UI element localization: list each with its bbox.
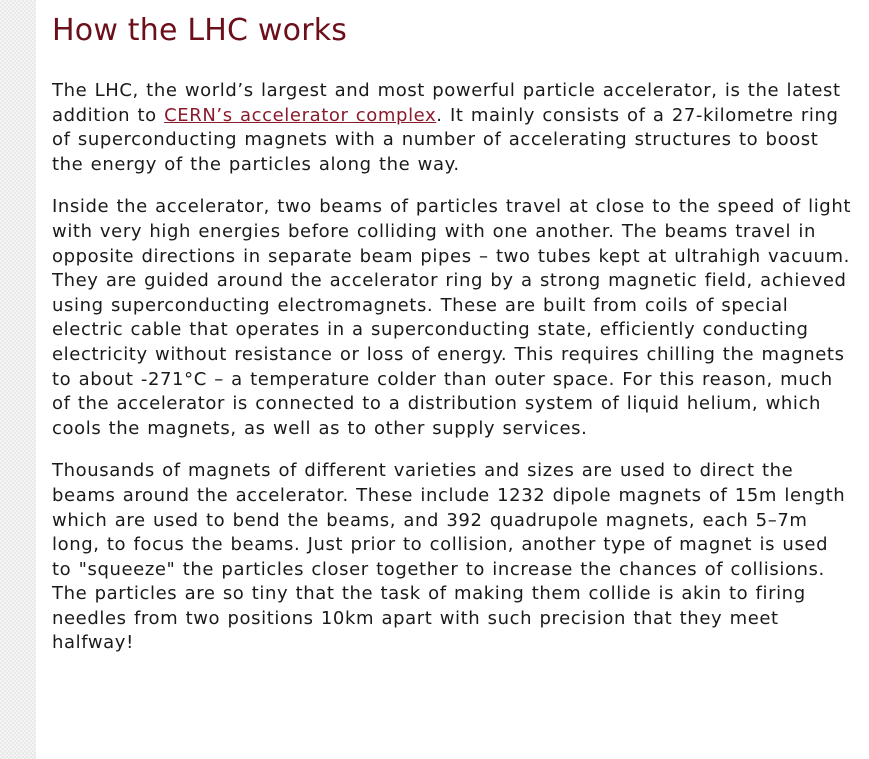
cern-accelerator-complex-link[interactable]: CERN’s accelerator complex: [164, 104, 437, 126]
paragraph-intro-text-before-link: The LHC, the world’s largest and most powerful particle accelerator, is the latest addition to: [52, 80, 841, 126]
paragraph-intro-text-after-link: . It mainly consists of a 27-kilometre ring of superconducting magnets with a number of accelerating structures to boost the energy of the particles along the way.: [52, 104, 839, 175]
article-page: [36, 0, 869, 759]
article-content: [52, 0, 852, 656]
paragraph-magnets: Thousands of magnets of different varieties and sizes are used to direct the beams around the accelerator. These include 1232 dipole magnets of 15m length which are used to bend the beams, and 392 quadrupole magnets, each 5–7m long, to focus the beams. Just prior to collision, another type of magnet is used to "squeeze" the particles closer together to increase the chances of collisions. The particles are so tiny that the task of making them collide is akin to firing needles from two positions 10km apart with such precision that they meet halfway!: [52, 460, 846, 654]
paragraph-intro: [52, 79, 852, 177]
article-title: How the LHC works: [52, 13, 348, 48]
paragraph-beams: Inside the accelerator, two beams of particles travel at close to the speed of light with very high energies before colliding with one another. The beams travel in opposite directions in separate beam pipes – two tubes kept at ultrahigh vacuum. They are guided around the accelerator ring by a strong magnetic field, achieved using superconducting electromagnets. These are built from coils of special electric cable that operates in a superconducting state, efficiently conducting electricity without resistance or loss of energy. This requires chilling the magnets to about ‑271°C – a temperature colder than outer space. For this reason, much of the accelerator is connected to a distribution system of liquid helium, which cools the magnets, as well as to other supply services.: [52, 196, 851, 439]
